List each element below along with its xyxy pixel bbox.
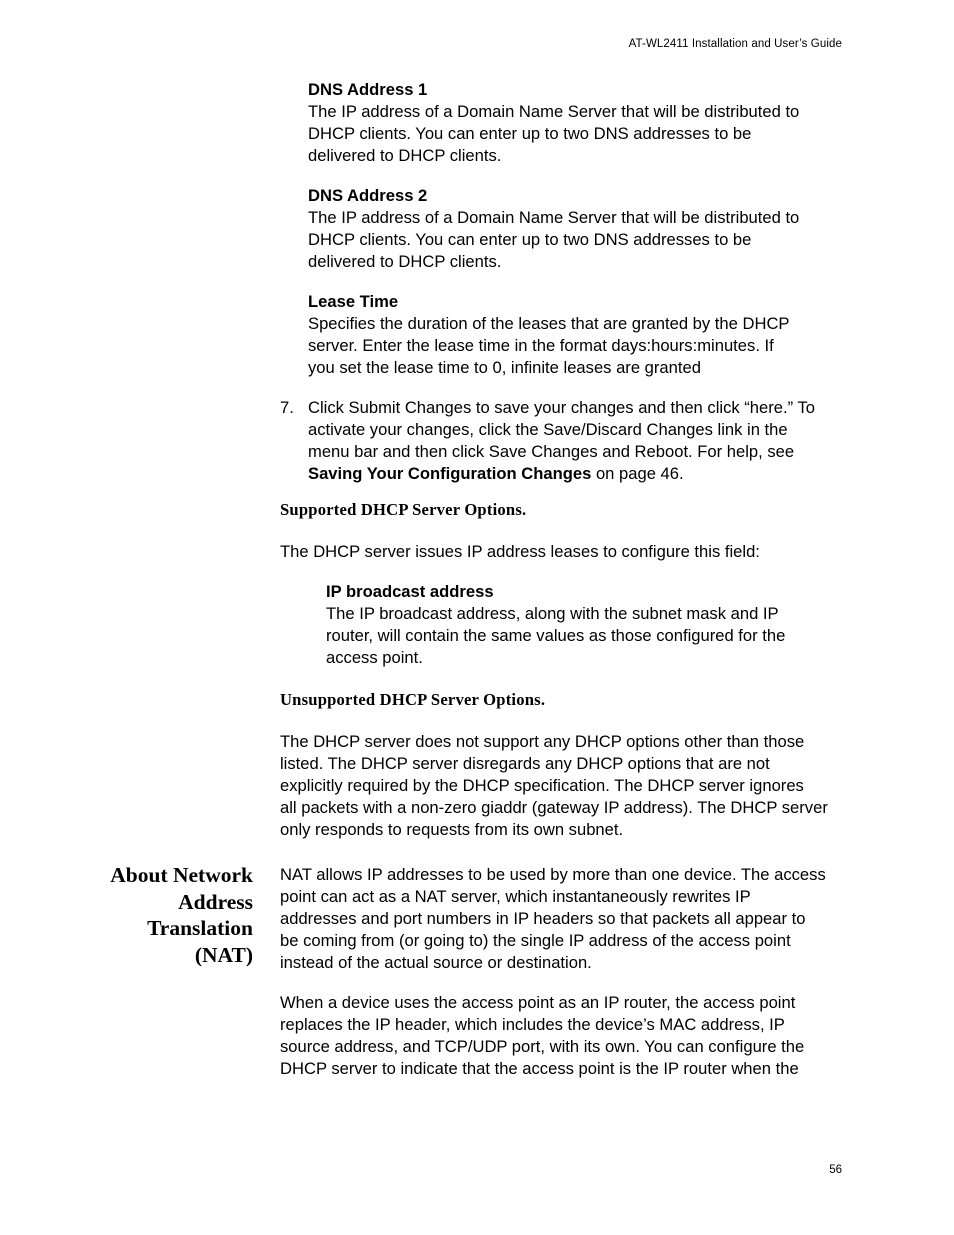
paragraph-line: only responds to requests from its own subnet. [280,820,624,839]
definition-lease-time [308,291,848,379]
step-line: Click Submit Changes to save your changes and then click “here.” To [308,398,815,417]
definition-line: Specifies the duration of the leases that are granted by the DHCP [308,314,790,333]
definition-line: delivered to DHCP clients. [308,146,502,165]
definition-line: router, will contain the same values as those configured for the [326,626,786,645]
running-header: AT-WL2411 Installation and User’s Guide [628,38,842,50]
definition-line: you set the lease time to 0, infinite leases are granted [308,358,701,377]
unsupported-paragraph [280,731,845,841]
paragraph-line: all packets with a non-zero giaddr (gateway IP address). The DHCP server [280,798,828,817]
definition-line: DHCP clients. You can enter up to two DNS addresses to be [308,230,752,249]
definition-line: The IP address of a Domain Name Server that will be distributed to [308,208,800,227]
definition-ip-broadcast-address [326,581,846,669]
cross-reference-tail: on page 46. [591,464,684,483]
definition-line: DHCP clients. You can enter up to two DNS addresses to be [308,124,752,143]
paragraph-line: DHCP server to indicate that the access point is the IP router when the [280,1059,799,1078]
subheading-supported-options: Supported DHCP Server Options. [280,500,527,519]
definition-line: server. Enter the lease time in the format days:hours:minutes. If [308,336,774,355]
section-heading-line: (NAT) [194,942,253,967]
definition-term: DNS Address 1 [308,80,428,99]
paragraph-line: replaces the IP header, which includes the device’s MAC address, IP [280,1015,785,1034]
paragraph-line: When a device uses the access point as an IP router, the access point [280,993,796,1012]
step-line: activate your changes, click the Save/Discard Changes link in the [308,420,788,439]
definition-dns-address-1 [308,79,848,167]
paragraph-line: point can act as a NAT server, which instantaneously rewrites IP [280,887,751,906]
definition-line: access point. [326,648,423,667]
definition-line: delivered to DHCP clients. [308,252,502,271]
subheading-unsupported-options: Unsupported DHCP Server Options. [280,690,546,709]
nat-paragraph-2 [280,992,845,1080]
definition-line: The IP address of a Domain Name Server that will be distributed to [308,102,800,121]
definition-dns-address-2 [308,185,848,273]
nat-paragraph-1 [280,864,845,974]
paragraph-line: explicitly required by the DHCP specification. The DHCP server ignores [280,776,804,795]
step-number: 7. [280,398,294,417]
section-heading-line: Translation [147,916,253,940]
step-7 [280,397,850,485]
paragraph-line: source address, and TCP/UDP port, with its own. You can configure the [280,1037,805,1056]
definition-term: Lease Time [308,292,399,311]
paragraph-line: instead of the actual source or destination. [280,953,592,972]
definition-term: IP broadcast address [326,582,494,601]
step-line: menu bar and then click Save Changes and Reboot. For help, see [308,442,795,461]
supported-intro: The DHCP server issues IP address leases to configure this field: [280,542,760,561]
cross-reference-link[interactable]: Saving Your Configuration Changes [308,464,592,483]
paragraph-line: NAT allows IP addresses to be used by more than one device. The access [280,865,826,884]
page-number: 56 [829,1164,842,1176]
definition-line: The IP broadcast address, along with the subnet mask and IP [326,604,779,623]
section-heading-nat [60,862,253,968]
section-heading-line: Address [178,889,253,914]
paragraph-line: be coming from (or going to) the single IP address of the access point [280,931,791,950]
section-heading-line: About Network [110,863,253,887]
paragraph-line: listed. The DHCP server disregards any DHCP options that are not [280,754,770,773]
paragraph-line: addresses and port numbers in IP headers so that packets all appear to [280,909,806,928]
step-body [308,397,848,485]
paragraph-line: The DHCP server does not support any DHCP options other than those [280,732,805,751]
definition-term: DNS Address 2 [308,186,428,205]
